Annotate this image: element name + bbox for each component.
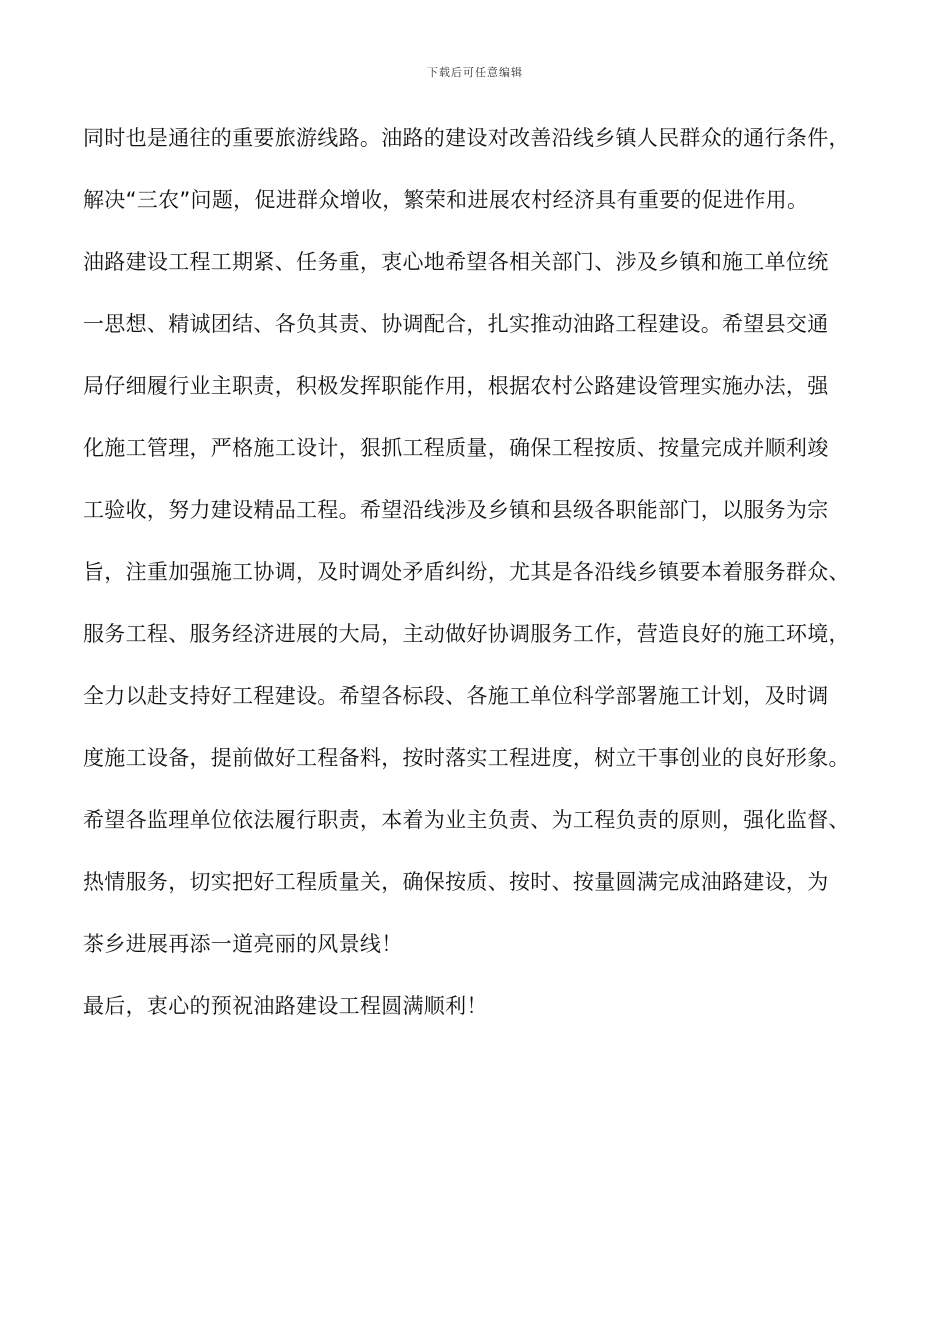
page-header: 下载后可任意编辑 <box>427 66 523 79</box>
text-line: 工验收，努力建设精品工程。希望沿线涉及乡镇和县级各职能部门，以服务为宗 <box>83 498 829 522</box>
text-line: 服务工程、服务经济进展的大局，主动做好协调服务工作，营造良好的施工环境， <box>83 622 850 646</box>
document-body <box>83 116 883 1028</box>
text-line: 油路建设工程工期紧、任务重，衷心地希望各相关部门、涉及乡镇和施工单位统 <box>83 250 829 274</box>
text-line: 茶乡进展再添一道亮丽的风景线！ <box>83 932 403 956</box>
text-line: 度施工设备，提前做好工程备料，按时落实工程进度，树立干事创业的良好形象。 <box>83 746 850 770</box>
text-line: 化施工管理，严格施工设计，狠抓工程质量，确保工程按质、按量完成并顺利竣 <box>83 436 829 460</box>
text-line: 一思想、精诚团结、各负其责、协调配合，扎实推动油路工程建设。希望县交通 <box>83 312 829 336</box>
closing-line: 最后，衷心的预祝油路建设工程圆满顺利！ <box>83 994 488 1018</box>
text-line: 全力以赴支持好工程建设。希望各标段、各施工单位科学部署施工计划，及时调 <box>83 684 829 708</box>
text-line: 同时也是通往的重要旅游线路。油路的建设对改善沿线乡镇人民群众的通行条件， <box>83 126 850 150</box>
text-line: 希望各监理单位依法履行职责，本着为业主负责、为工程负责的原则，强化监督、 <box>83 808 850 832</box>
text-line: 旨，注重加强施工协调，及时调处矛盾纠纷，尤其是各沿线乡镇要本着服务群众、 <box>83 560 850 584</box>
text-line: 解决“三农”问题，促进群众增收，繁荣和进展农村经济具有重要的促进作用。 <box>83 188 809 212</box>
text-line: 热情服务，切实把好工程质量关，确保按质、按时、按量圆满完成油路建设，为 <box>83 870 829 894</box>
text-line: 局仔细履行业主职责，积极发挥职能作用，根据农村公路建设管理实施办法，强 <box>83 374 829 398</box>
